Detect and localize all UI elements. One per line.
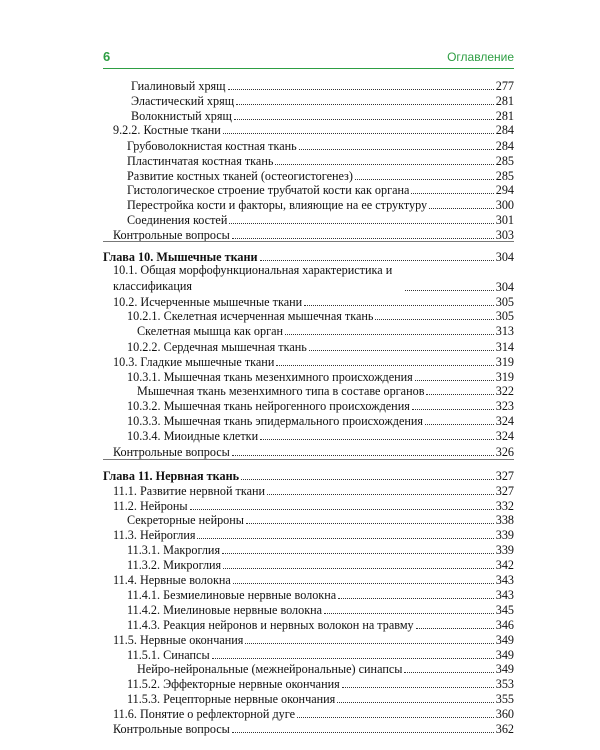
toc-entry-title: 11.3.1. Макроглия [127,543,221,557]
toc-entry-page: 319 [495,355,514,369]
toc-entry-title: 11.1. Развитие нервной ткани [113,484,266,498]
dot-leader [245,643,493,644]
toc-entry-page: 355 [495,692,514,706]
toc-entry-page: 349 [495,648,514,662]
dot-leader [415,380,494,381]
dot-leader [297,717,494,718]
toc-entry-page: 323 [495,399,514,413]
toc-entry [127,211,514,227]
toc-entry [127,601,514,617]
toc-entry-title: Грубоволокнистая костная ткань [127,139,297,153]
toc-entry-page: 300 [495,198,514,212]
toc-entry-title: Гиалиновый хрящ [131,79,226,93]
toc-entry-page: 294 [495,183,514,197]
toc-entry-page: 342 [495,558,514,572]
toc-entry [127,152,514,168]
toc-entry-title: Мышечная ткань мезенхимного типа в составе органов [137,384,425,398]
dot-leader [304,305,494,306]
toc-entry-page: 281 [495,109,514,123]
toc-entry [127,586,514,602]
toc-entry [113,631,514,647]
toc-entry-title: Контрольные вопросы [113,445,230,459]
toc-entry-page: 277 [495,79,514,93]
toc-entry-title: Скелетная мышца как орган [137,324,284,338]
toc-entry-page: 304 [495,280,514,294]
dot-leader [405,290,494,291]
toc-entry-title: 11.4.2. Миелиновые нервные волокна [127,603,323,617]
dot-leader [309,350,494,351]
toc-entry-title: Развитие костных тканей (остеогистогенез) [127,169,353,183]
section-title: Оглавление [447,50,514,64]
toc-entry-page: 343 [495,573,514,587]
toc-entry-title: 10.3.4. Миоидные клетки [127,429,259,443]
dot-leader [234,119,494,120]
toc-entry-page: 324 [495,414,514,428]
toc-entry-title: 10.2.1. Скелетная исчерченная мышечная ткань [127,309,374,323]
toc-entry [137,382,514,398]
toc-entry-title: Эластический хрящ [131,94,235,108]
toc-entry-page: 314 [495,340,514,354]
toc-entry [127,616,514,632]
dot-leader [338,598,494,599]
dot-leader [267,494,494,495]
dot-leader [260,260,494,261]
toc-entry-page: 327 [495,484,514,498]
dot-leader [223,568,494,569]
dot-leader [246,523,494,524]
toc-entry [113,482,514,498]
toc-entry-page: 343 [495,588,514,602]
dot-leader [236,104,494,105]
dot-leader [425,424,494,425]
toc-entry-page: 332 [495,499,514,513]
dot-leader [233,583,494,584]
toc-entry-title: Контрольные вопросы [113,722,230,736]
toc-entry-page: 304 [495,250,514,264]
toc-entry-page: 360 [495,707,514,721]
toc-entry-page: 285 [495,154,514,168]
toc-entry-page: 313 [495,324,514,338]
toc-entry [127,397,514,413]
dot-leader [412,409,494,410]
toc-entry-page: 319 [495,370,514,384]
toc-entry-title: Глава 10. Мышечные ткани [103,250,258,264]
page-number: 6 [103,49,111,64]
toc-entry-page: 327 [495,469,514,483]
toc-entry [131,77,514,93]
toc-entry [113,121,514,137]
dot-leader [299,149,494,150]
toc-entry [127,690,514,706]
toc-entry-title: 11.4. Нервные волокна [113,573,231,587]
toc-entry-page: 349 [495,633,514,647]
dot-leader [375,319,493,320]
toc-entry-page: 338 [495,513,514,527]
toc-entry-page: 322 [495,384,514,398]
toc-entry [131,92,514,108]
toc-entry-title: Секреторные нейроны [127,513,244,527]
dot-leader [275,164,493,165]
toc-entry-title: Пластинчатая костная ткань [127,154,274,168]
toc-entry-page: 285 [495,169,514,183]
toc-entry [127,181,514,197]
toc-entry [127,307,514,323]
dot-leader [285,334,494,335]
toc-entry-page: 349 [495,662,514,676]
toc-entry [127,196,514,212]
toc-entry-page: 353 [495,677,514,691]
toc-entry-title: 11.6. Понятие о рефлекторной дуге [113,707,296,721]
toc-entry-page: 345 [495,603,514,617]
toc-entry-title: 11.4.3. Реакция нейронов и нервных волокон на травму [127,618,414,632]
dot-leader [324,613,494,614]
toc-entry-title: 11.3. Нейроглия [113,528,196,542]
toc-entry-page: 346 [495,618,514,632]
toc-entry [113,262,514,294]
toc-entry-title: 10.3.3. Мышечная ткань эпидермального происхождения [127,414,424,428]
toc-entry-page: 339 [495,528,514,542]
toc-entry-page: 362 [495,722,514,736]
toc-entry-title: 11.2. Нейроны [113,499,188,513]
dot-leader [429,208,494,209]
toc-entry [113,353,514,369]
toc-entry-title: 10.3.2. Мышечная ткань нейрогенного происхождения [127,399,410,413]
dot-leader [241,479,494,480]
toc-entry-title: 10.3. Гладкие мышечные ткани [113,355,275,369]
toc-entry [127,338,514,354]
dot-leader [416,628,494,629]
toc-entry-title: 11.3.2. Микроглия [127,558,222,572]
toc-entry-page: 281 [495,94,514,108]
toc-entry-title: Глава 11. Нервная ткань [103,469,240,483]
dot-leader [212,658,494,659]
toc-entry-title: 11.5.3. Рецепторные нервные окончания [127,692,336,706]
toc-entry [113,526,514,542]
toc-entry [127,675,514,691]
toc-entry-page: 301 [495,213,514,227]
dot-leader [190,509,494,510]
dot-leader [404,672,493,673]
toc-entry [127,427,514,443]
dot-leader [232,732,494,733]
dot-leader [426,394,493,395]
toc-entry [137,322,514,338]
dot-leader [222,553,494,554]
dot-leader [337,702,493,703]
dot-leader [276,365,493,366]
running-head [103,48,514,69]
dot-leader [355,179,494,180]
toc-entry [113,226,514,242]
section-divider [103,241,514,242]
toc-entry-page: 305 [495,309,514,323]
dot-leader [260,439,494,440]
toc-entry-title: 10.1. Общая морфофункциональная характеристика и классификация [113,263,393,293]
toc-entry-title: 10.2.2. Сердечная мышечная ткань [127,340,307,354]
toc-entry [127,137,514,153]
dot-leader [223,133,494,134]
section-divider [103,459,514,460]
dot-leader [228,89,494,90]
toc-entry-title: 10.3.1. Мышечная ткань мезенхимного происхождения [127,370,413,384]
toc-entry [113,571,514,587]
toc-entry-title: 11.5.1. Синапсы [127,648,210,662]
toc-entry-page: 324 [495,429,514,443]
dot-leader [411,193,493,194]
toc-entry-title: Соединения костей [127,213,228,227]
toc-entry [137,660,514,676]
toc-entry [127,412,514,428]
toc-entry-title: 10.2. Исчерченные мышечные ткани [113,295,303,309]
toc-entry [113,705,514,721]
dot-leader [229,223,493,224]
toc-entry-title: 11.5. Нервные окончания [113,633,244,647]
toc-entry-page: 339 [495,543,514,557]
toc-entry [113,720,514,736]
toc-entry [113,443,514,459]
toc-entry-title: Волокнистый хрящ [131,109,232,123]
dot-leader [197,538,493,539]
toc-entry-page: 305 [495,295,514,309]
toc-entry-title: Контрольные вопросы [113,228,230,242]
dot-leader [232,455,494,456]
toc-entry-title: Перестройка кости и факторы, влияющие на ее структуру [127,198,428,212]
toc-entry-page: 284 [495,139,514,153]
toc-entry [127,511,514,527]
toc-entry [103,467,514,483]
toc-entry [127,556,514,572]
toc-entry-page: 303 [495,228,514,242]
toc-entry [127,541,514,557]
toc-entry-title: 11.4.1. Безмиелиновые нервные волокна [127,588,337,602]
toc-entry-title: Нейро-нейрональные (межнейрональные) синапсы [137,662,403,676]
toc-entry-page: 284 [495,123,514,137]
dot-leader [342,687,494,688]
toc-entry-title: Гистологическое строение трубчатой кости как органа [127,183,410,197]
toc-entry-title: 11.5.2. Эффекторные нервные окончания [127,677,340,691]
toc-entry-title: 9.2.2. Костные ткани [113,123,221,137]
dot-leader [232,238,494,239]
toc-entry-page: 326 [495,445,514,459]
